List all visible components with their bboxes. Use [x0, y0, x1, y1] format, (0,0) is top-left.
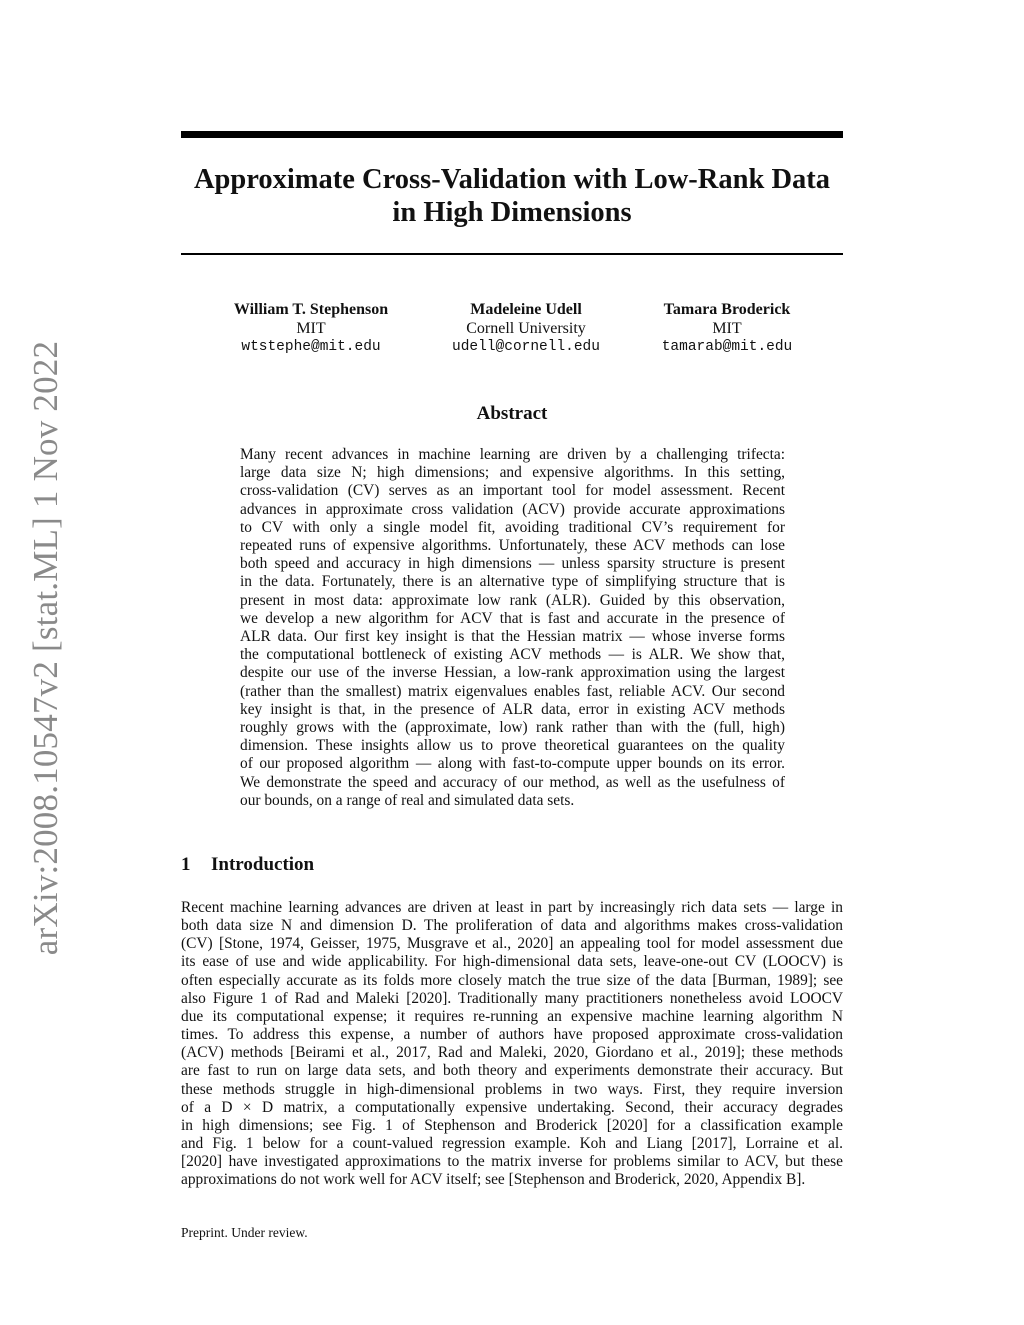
abstract-line: to CV with only a single model fit, avoiding traditional CV’s requirement for	[240, 518, 785, 536]
section-title: Introduction	[211, 854, 315, 875]
author-affiliation: MIT	[296, 320, 326, 337]
section-heading-introduction	[181, 854, 314, 876]
author-1	[201, 300, 421, 357]
author-name: Madeleine Udell	[470, 301, 582, 318]
abstract-line: present in most data: approximate low rank (ALR). Guided by this observation,	[240, 591, 785, 609]
abstract-line: dimension. These insights allow us to prove theoretical guarantees on the quality	[240, 737, 785, 755]
intro-line: and Fig. 1 below for a count-valued regression example. Koh and Liang [2017], Lorraine et al.	[181, 1135, 843, 1153]
abstract-heading: Abstract	[476, 403, 548, 424]
section-number: 1	[181, 854, 191, 875]
intro-line: [2020] have investigated approximations to the matrix inverse for problems similar to ACV, but these	[181, 1153, 843, 1171]
title-bottom-rule	[181, 253, 843, 255]
abstract-line: our bounds, on a range of real and simulated data sets.	[240, 791, 575, 809]
intro-line: also Figure 1 of Rad and Maleki [2020]. Traditionally many practitioners nonetheless avoid LOOCV	[181, 989, 843, 1007]
intro-line: Recent machine learning advances are driven at least in part by increasingly rich data sets — large in	[181, 899, 843, 916]
abstract-line: advances in approximate cross validation (ACV) provide accurate approximations	[240, 500, 785, 518]
author-email: wtstephe@mit.edu	[241, 339, 381, 355]
intro-line: often especially accurate as its folds more closely match the true size of the data [Burman, 1989]; see	[181, 971, 843, 989]
author-email: udell@cornell.edu	[452, 339, 600, 355]
abstract-line: ALR data. Our first key insight is that the Hessian matrix — whose inverse forms	[240, 628, 785, 646]
author-name: William T. Stephenson	[233, 301, 389, 318]
abstract-line: We demonstrate the speed and accuracy of our method, as well as the usefulness of	[240, 773, 785, 791]
intro-line: of a D × D matrix, a computationally expensive undertaking. Second, their accuracy degrades	[181, 1098, 843, 1116]
intro-line: these methods struggle in high-dimensional problems in two ways. First, they require inversion	[181, 1080, 843, 1098]
abstract-line: cross-validation (CV) serves as an important tool for model assessment. Recent	[240, 482, 785, 500]
abstract-line: roughly grows with the (approximate, low) rank rather than with the (full, high)	[240, 719, 785, 737]
abstract-body	[240, 446, 785, 810]
abstract-line: both speed and accuracy in high dimensions — unless sparsity structure is present	[240, 555, 785, 573]
title-line: Approximate Cross-Validation with Low-Rank Data	[193, 164, 831, 195]
intro-line: are fast to run on large data sets, and both theory and experiments demonstrate their accuracy. But	[181, 1062, 843, 1080]
paper-title	[181, 163, 843, 229]
author-email: tamarab@mit.edu	[661, 339, 793, 355]
author-2	[416, 300, 636, 357]
abstract-line: Many recent advances in machine learning are driven by a challenging trifecta:	[240, 446, 785, 463]
introduction-body	[181, 899, 843, 1190]
author-affiliation: Cornell University	[466, 320, 586, 337]
author-affiliation: MIT	[712, 320, 742, 337]
arxiv-stamp: arXiv:2008.10547v2 [stat.ML] 1 Nov 2022	[26, 340, 65, 956]
abstract-line: repeated runs of expensive algorithms. Unfortunately, these ACV methods can lose	[240, 537, 785, 555]
abstract-line: (rather than the smallest) matrix eigenvalues enables fast, reliable ACV. Our second	[240, 682, 785, 700]
abstract-line: large data size N; high dimensions; and expensive algorithms. In this setting,	[240, 464, 785, 482]
intro-line: due its computational expense; it requires re-running an expensive machine learning algorithm N	[181, 1007, 843, 1025]
author-name: Tamara Broderick	[663, 301, 791, 318]
abstract-line: in the data. Fortunately, there is an alternative type of simplifying structure that is	[240, 573, 785, 591]
intro-line: (ACV) methods [Beirami et al., 2017, Rad and Maleki, 2020, Giordano et al., 2019]; these methods	[181, 1044, 843, 1062]
abstract-line: of our proposed algorithm — along with fast-to-compute upper bounds on its error.	[240, 755, 785, 773]
abstract-line: the computational bottleneck of existing ACV methods — is ALR. We show that,	[240, 646, 785, 664]
intro-line: its ease of use and wide applicability. For high-dimensional data sets, leave-one-out CV (LOOCV) is	[181, 953, 843, 971]
author-3	[617, 300, 837, 357]
intro-line: (CV) [Stone, 1974, Geisser, 1975, Musgrave et al., 2020] an appealing tool for model assessment due	[181, 935, 843, 953]
abstract-line: we develop a new algorithm for ACV that is fast and accurate in the presence of	[240, 609, 785, 627]
title-top-rule	[181, 131, 843, 138]
footer-note: Preprint. Under review.	[181, 1225, 308, 1240]
intro-line: times. To address this expense, a number of authors have proposed approximate cross-validation	[181, 1026, 843, 1044]
title-line: in High Dimensions	[392, 197, 632, 228]
intro-line: both data size N and dimension D. The proliferation of data and algorithms makes cross-validation	[181, 917, 843, 935]
intro-line: in high dimensions; see Fig. 1 of Stephenson and Broderick [2020] for a classification example	[181, 1116, 843, 1134]
abstract-line: despite our use of the inverse Hessian, a low-rank approximation using the largest	[240, 664, 785, 682]
intro-line: approximations do not work well for ACV itself; see [Stephenson and Broderick, 2020, Appendix B].	[181, 1171, 806, 1189]
abstract-line: key insight is that, in the presence of ALR data, error in existing ACV methods	[240, 700, 785, 718]
